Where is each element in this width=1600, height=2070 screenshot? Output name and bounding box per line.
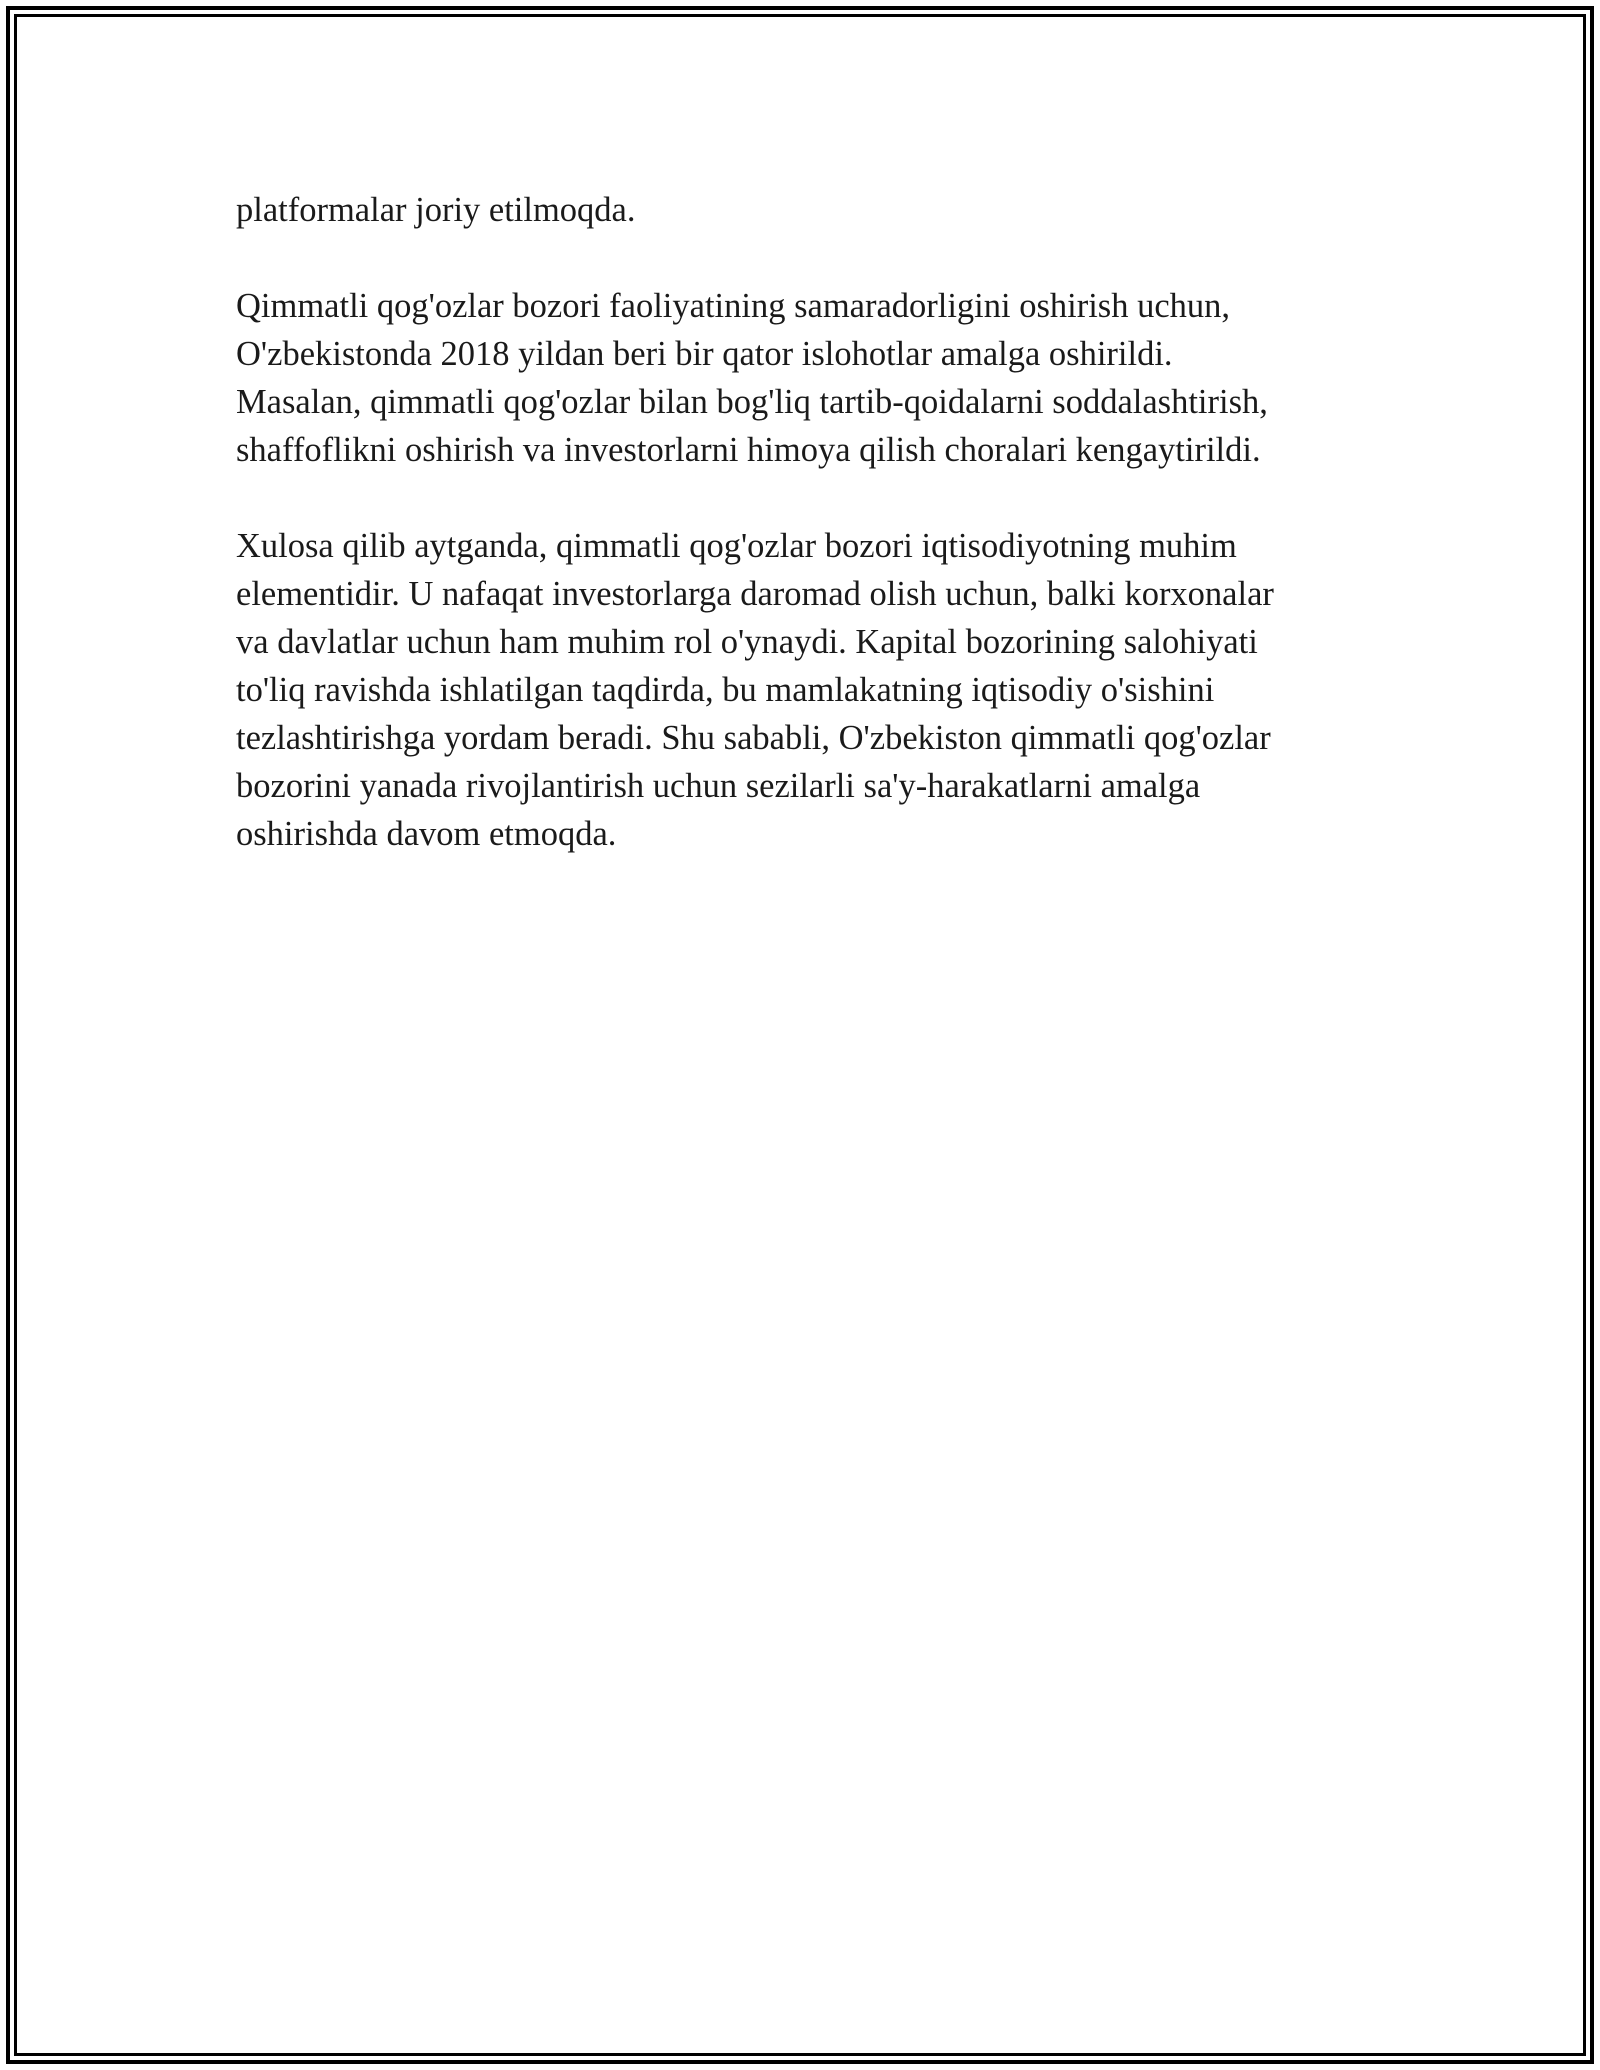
paragraph-line: Xulosa qilib aytganda, qimmatli qog'ozlar bozori iqtisodiyotning muhim [236, 527, 1237, 565]
paragraph-3 [236, 522, 1366, 858]
document-body [236, 186, 1366, 858]
paragraph-line: Qimmatli qog'ozlar bozori faoliyatining samaradorligini oshirish uchun, [236, 287, 1231, 325]
paragraph-line: shaffoflikni oshirish va investorlarni himoya qilish choralari kengaytirildi. [236, 431, 1261, 469]
paragraph-line: va davlatlar uchun ham muhim rol o'ynaydi. Kapital bozorining salohiyati [236, 623, 1258, 661]
paragraph-line: O'zbekistonda 2018 yildan beri bir qator islohotlar amalga oshirildi. [236, 335, 1173, 373]
paragraph-line: bozorini yanada rivojlantirish uchun sezilarli sa'y-harakatlarni amalga [236, 767, 1201, 805]
paragraph-line: tezlashtirishga yordam beradi. Shu sababli, O'zbekiston qimmatli qog'ozlar [236, 719, 1271, 757]
paragraph-1 [236, 186, 1366, 234]
paragraph-2 [236, 282, 1366, 474]
paragraph-line: oshirishda davom etmoqda. [236, 815, 617, 853]
paragraph-line: Masalan, qimmatli qog'ozlar bilan bog'liq tartib-qoidalarni soddalashtirish, [236, 383, 1268, 421]
paragraph-line: to'liq ravishda ishlatilgan taqdirda, bu mamlakatning iqtisodiy o'sishini [236, 671, 1215, 709]
paragraph-line: elementidir. U nafaqat investorlarga daromad olish uchun, balki korxonalar [236, 575, 1274, 613]
paragraph-line: platformalar joriy etilmoqda. [236, 191, 636, 229]
